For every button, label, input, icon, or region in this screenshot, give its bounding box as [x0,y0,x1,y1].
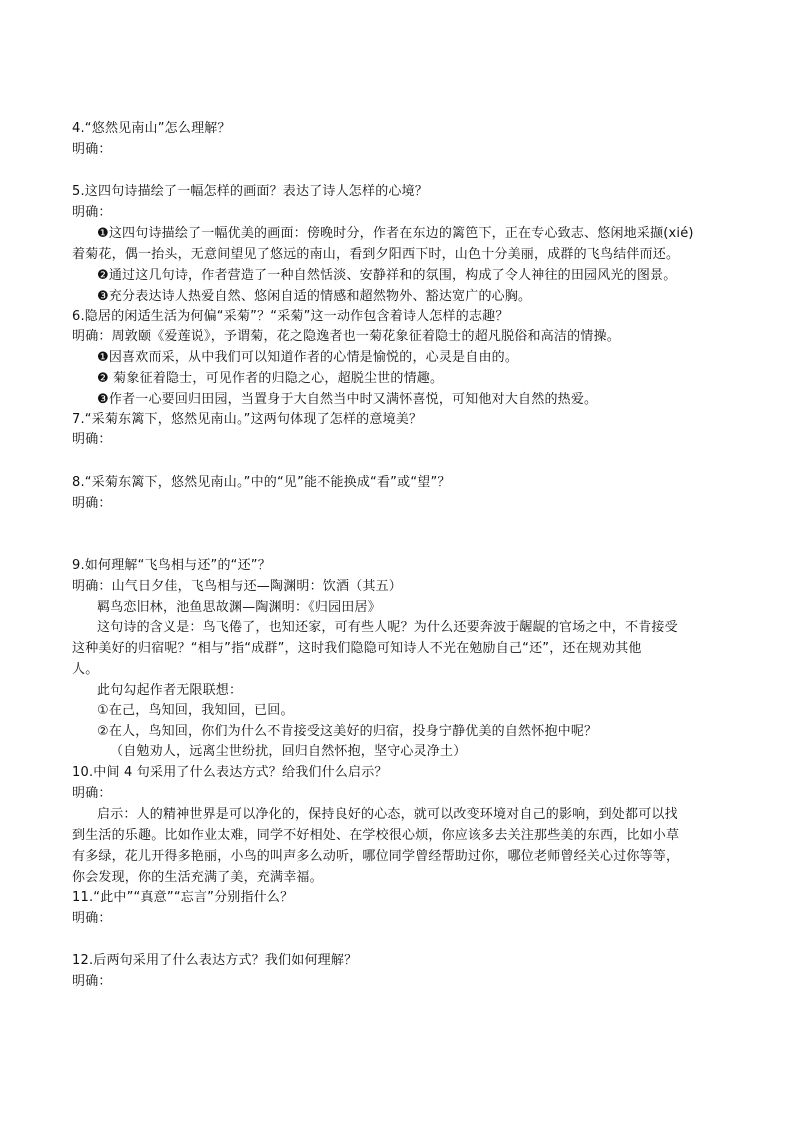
answer-label-7: 明确： [72,432,112,447]
q9-meaning-2: 这种美好的归宿呢？“相与”指“成群”，这时我们隐隐可知诗人不光在勉励自己“还”，还在规劝其他 [72,641,642,656]
q9-quote-2: 羁鸟恋旧林，池鱼思故渊—陶渊明：《归园田居》 [97,600,381,615]
q6-point-2: ❷ 菊象征着隐士，可见作者的归隐之心，超脱尘世的情趣。 [97,371,444,386]
q9-association-2: ②在人，鸟知回，你们为什么不肯接受这美好的归宿，投身宁静优美的自然怀抱中呢？ [97,724,598,739]
q9-association-intro: 此句勾起作者无限联想： [97,683,243,698]
q9-summary: （自勉劝人，远离尘世纷扰，回归自然怀抱，坚守心灵净土） [110,744,467,759]
question-10: 10.中间 4 句采用了什么表达方式？给我们什么启示？ [72,765,388,780]
q5-point-2: ❷通过这几句诗，作者营造了一种自然恬淡、安静祥和的氛围，构成了令人神往的田园风光的图景。 [97,268,677,283]
answer-label-8: 明确： [72,496,112,511]
question-4: 4.“悠然见南山”怎么理解？ [72,121,231,136]
question-11: 11.“此中”“真意”“忘言”分别指什么？ [72,890,294,905]
answer-9: 明确：山气日夕佳，飞鸟相与还—陶渊明：饮酒（其五） [72,579,403,594]
q9-meaning-3: 人。 [72,662,99,677]
question-12: 12.后两句采用了什么表达方式？我们如何理解？ [72,953,358,968]
answer-label-11: 明确： [72,911,112,926]
answer-6: 明确：周敦颐《爱莲说》，予谓菊，花之隐逸者也一菊花象征着隐士的超凡脱俗和高洁的情操。 [72,329,620,344]
question-7: 7.“采菊东篱下，悠然见南山。”这两句体现了怎样的意境美？ [72,412,423,427]
question-8: 8.“采菊东篱下，悠然见南山。”中的“见”能不能换成“看”或“望”？ [72,475,451,490]
question-9: 9.如何理解“飞鸟相与还”的“还”？ [72,558,271,573]
q5-point-3: ❸充分表达诗人热爱自然、悠闲自适的情感和超然物外、豁达宽广的心胸。 [97,289,532,304]
q5-point-1: ❶这四句诗描绘了一幅优美的画面：傍晚时分，作者在东边的篱笆下，正在专心致志、悠闲地采撷(xié) [97,226,694,241]
q6-point-3: ❸作者一心要回归田园，当置身于大自然当中时又满怀喜悦，可知他对大自然的热爱。 [97,392,598,407]
answer-label-4: 明确： [72,142,112,157]
question-5: 5.这四句诗描绘了一幅怎样的画面？表达了诗人怎样的心境？ [72,184,429,199]
q9-meaning-1: 这句诗的含义是：鸟飞倦了，也知还家，可有些人呢？为什么还要奔波于龌龊的官场之中，不肯接受 [97,620,678,635]
answer-label-10: 明确： [72,786,112,801]
q5-point-1-cont: 着菊花，偶一抬头，无意间望见了悠远的南山，看到夕阳西下时，山色十分美丽，成群的飞鸟结伴而还。 [72,247,680,262]
q6-point-1: ❶因喜欢而采，从中我们可以知道作者的心情是愉悦的，心灵是自由的。 [97,350,519,365]
q10-insight-1: 启示：人的精神世界是可以净化的，保持良好的心态，就可以改变环境对自己的影响，到处都可以找 [97,807,678,822]
q10-insight-4: 你会发现，你的生活充满了美，充满幸福。 [72,870,323,885]
question-6: 6.隐居的闲适生活为何偏“采菊”？“采菊”这一动作包含着诗人怎样的志趣？ [72,309,509,324]
q10-insight-2: 到生活的乐趣。比如作业太难，同学不好相处、在学校很心烦，你应该多去关注那些美的东西，比如小草 [72,828,680,843]
q10-insight-3: 有多绿，花儿开得多艳丽，小鸟的叫声多么动听，哪位同学曾经帮助过你，哪位老师曾经关心过你等等， [72,849,680,864]
answer-label-5: 明确： [72,205,112,220]
q9-association-1: ①在己，鸟知回，我知回，已回。 [97,703,294,718]
answer-label-12: 明确： [72,974,112,989]
